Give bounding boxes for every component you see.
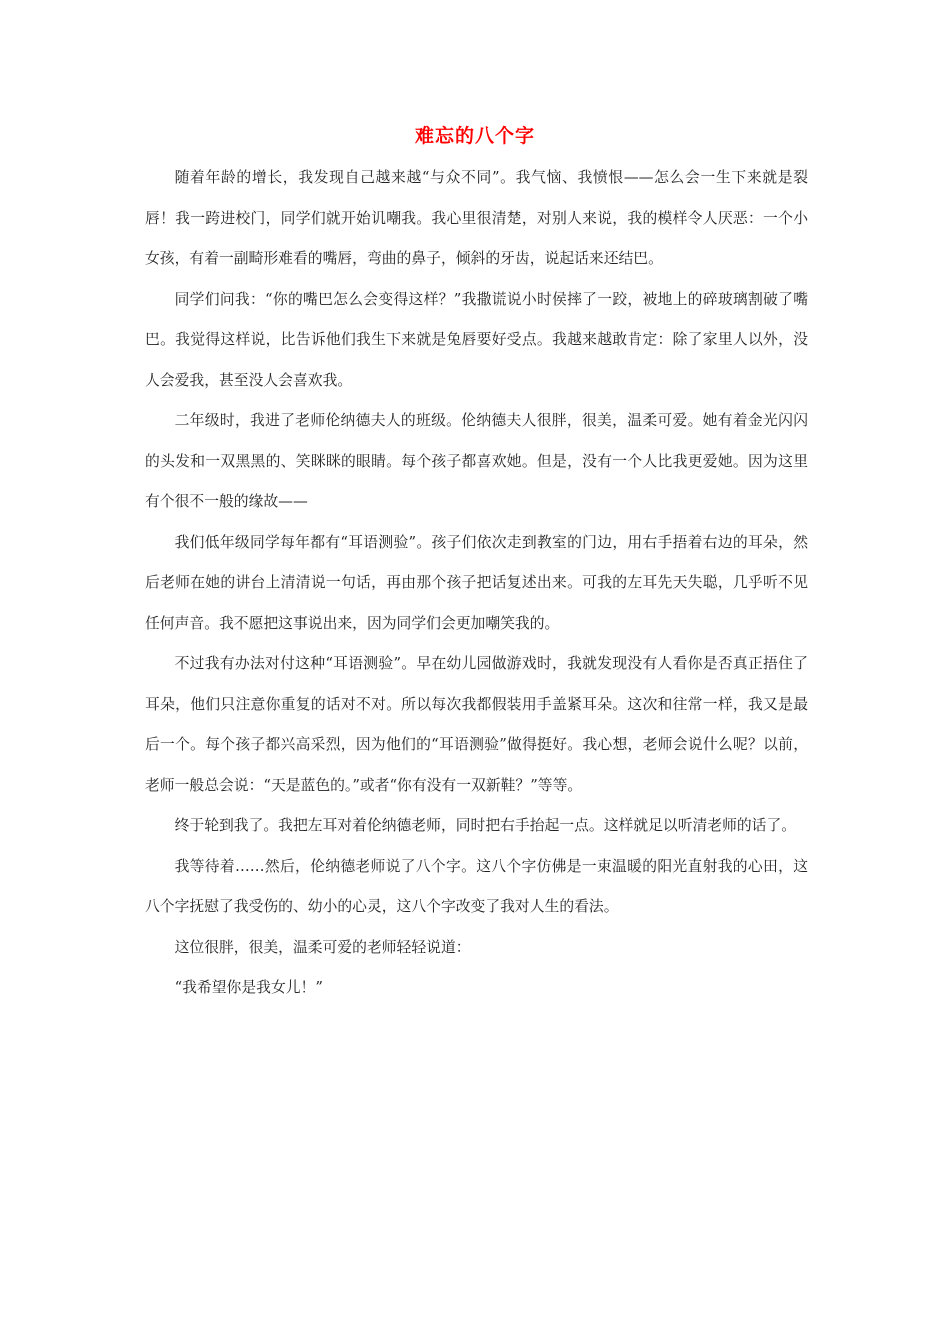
paragraph: 随着年龄的增长，我发现自己越来越“与众不同”。我气恼、我愤恨——怎么会一生下来就是裂唇！我一跨进校门，同学们就开始讥嘲我。我心里很清楚，对别人来说，我的模样令人厌恶：一个小女孩，有着一副畸形难看的嘴唇，弯曲的鼻子，倾斜的牙齿，说起话来还结巴。 — [145, 169, 808, 267]
paragraph: “我希望你是我女儿！” — [174, 979, 323, 996]
paragraph: 不过我有办法对付这种“耳语测验”。早在幼儿园做游戏时，我就发现没有人看你是否真正捂住了耳朵，他们只注意你重复的话对不对。所以每次我都假装用手盖紧耳朵。这次和往常一样，我又是最后一个。每个孩子都兴高采烈，因为他们的“耳语测验”做得挺好。我心想，老师会说什么呢？以前，老师一般总会说：“天是蓝色的。”或者“你有没有一双新鞋？”等等。 — [145, 655, 808, 794]
paragraph: 终于轮到我了。我把左耳对着伦纳德老师，同时把右手抬起一点。这样就足以听清老师的话了。 — [174, 817, 797, 834]
paragraph: 我们低年级同学每年都有“耳语测验”。孩子们依次走到教室的门边，用右手捂着右边的耳朵，然后老师在她的讲台上清清说一句话，再由那个孩子把话复述出来。可我的左耳先天失聪，几乎听不见任何声音。我不愿把这事说出来，因为同学们会更加嘲笑我的。 — [145, 533, 808, 632]
document-body — [145, 158, 808, 1009]
paragraph: 同学们问我：“你的嘴巴怎么会变得这样？”我撒谎说小时侯摔了一跤，被地上的碎玻璃割破了嘴巴。我觉得这样说，比告诉他们我生下来就是兔唇要好受点。我越来越敢肯定：除了家里人以外，没人会爱我，甚至没人会喜欢我。 — [145, 290, 808, 389]
document-title: 难忘的八个字 — [414, 125, 535, 147]
paragraph: 二年级时，我进了老师伦纳德夫人的班级。伦纳德夫人很胖，很美，温柔可爱。她有着金光闪闪的头发和一双黑黑的、笑眯眯的眼睛。每个孩子都喜欢她。但是，没有一个人比我更爱她。因为这里有个很不一般的缘故—— — [145, 412, 808, 510]
paragraph: 我等待着……然后，伦纳德老师说了八个字。这八个字仿佛是一束温暖的阳光直射我的心田，这八个字抚慰了我受伤的、幼小的心灵，这八个字改变了我对人生的看法。 — [145, 857, 808, 915]
paragraph: 这位很胖，很美，温柔可爱的老师轻轻说道： — [174, 938, 471, 956]
